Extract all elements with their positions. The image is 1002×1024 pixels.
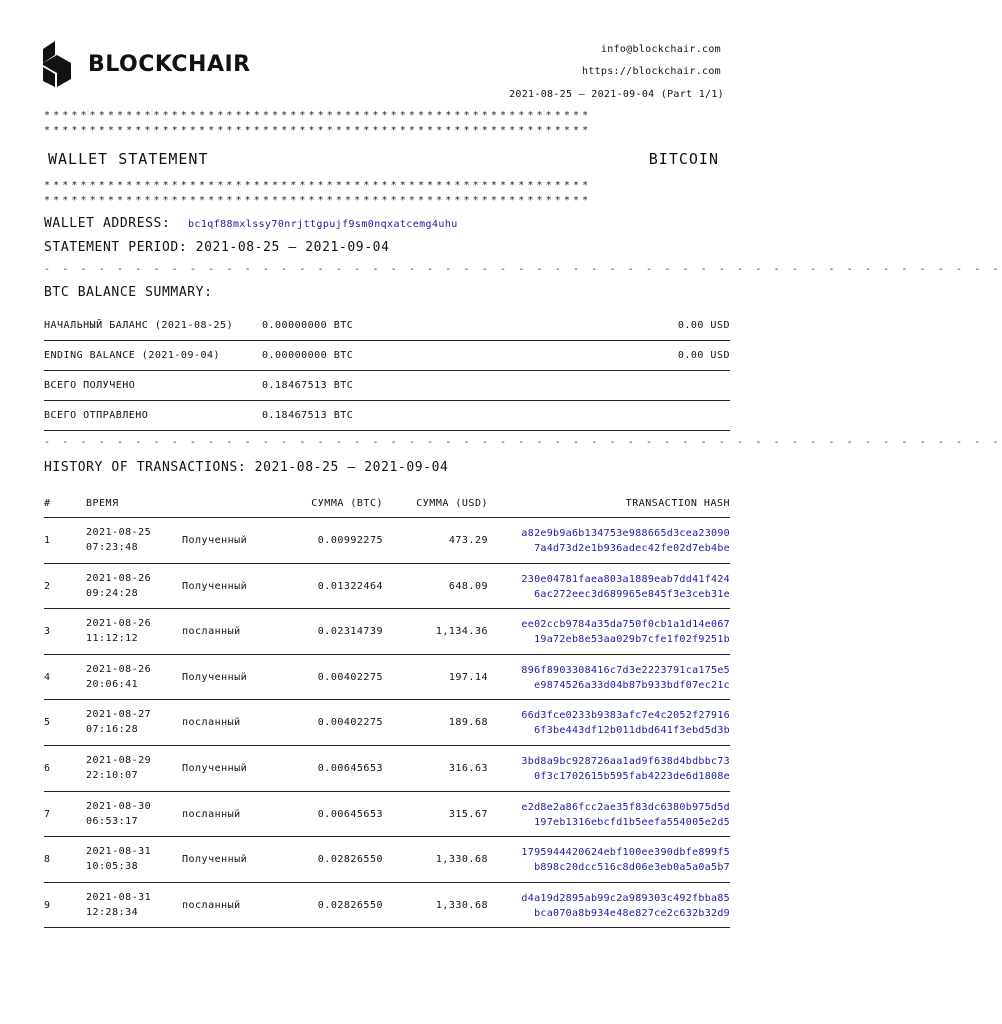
tx-amount-usd: 648.09 [448, 580, 488, 592]
tx-type: посланный [182, 808, 241, 820]
tx-time: 20:06:41 [86, 678, 139, 690]
tx-hash-link-cont[interactable]: 7a4d73d2e1b936adec42fe02d7eb4be [534, 543, 730, 554]
tx-amount-btc: 0.02314739 [317, 626, 383, 638]
tx-number: 8 [44, 854, 51, 866]
tx-hash-link[interactable]: 230e04781faea803a1889eab7dd41f424 [521, 573, 730, 585]
tx-amount-btc: 0.00402275 [317, 717, 383, 729]
tx-number: 4 [44, 671, 51, 683]
tx-number: 7 [44, 808, 51, 820]
header-url[interactable]: https://blockchair.com [581, 66, 721, 77]
tx-time: 11:12:12 [86, 633, 139, 645]
tx-amount-usd: 189.68 [448, 717, 488, 729]
tx-hash-link[interactable]: d4a19d2895ab99c2a989303c492fbba85 [521, 892, 730, 904]
tx-hash-link-cont[interactable]: 19a72eb8e53aa029b7cfe1f02f9251b [534, 634, 730, 646]
tx-type: Полученный [182, 763, 248, 774]
row-rule [44, 608, 730, 609]
summary-label: ENDING BALANCE (2021-09-04) [44, 350, 221, 361]
tx-amount-usd: 315.67 [448, 808, 488, 820]
tx-time: 10:05:38 [86, 861, 139, 873]
tx-amount-btc: 0.00402275 [317, 671, 383, 683]
tx-amount-btc: 0.00992275 [317, 535, 383, 546]
tx-hash-link-cont[interactable]: 6f3be443df12b011dbd641f3ebd5d3b [534, 725, 730, 737]
wallet-address-link[interactable]: bc1qf88mxlssy70nrjttgpujf9sm0nqxatcemg4uhu [188, 219, 458, 230]
tx-date: 2021-08-26 [86, 618, 152, 630]
tx-date: 2021-08-31 [86, 846, 152, 858]
summary-btc-value: 0.18467513 BTC [262, 380, 354, 391]
tx-number: 9 [44, 899, 51, 911]
tx-hash-link-cont[interactable]: bca070a8b934e48e827ce2c632b32d9 [534, 907, 730, 919]
tx-amount-btc: 0.01322464 [317, 580, 383, 592]
tx-time: 07:16:28 [86, 724, 139, 736]
tx-type: Полученный [182, 854, 248, 866]
tx-amount-btc: 0.00645653 [317, 763, 383, 774]
tx-amount-btc: 0.00645653 [317, 808, 383, 820]
tx-hash-link-cont[interactable]: b898c20dcc516c8d06e3eb0a5a0a5b7 [534, 862, 730, 874]
tx-number: 2 [44, 580, 51, 592]
summary-row-rule [44, 430, 730, 431]
summary-btc-value: 0.18467513 BTC [262, 410, 354, 421]
tx-time: 22:10:07 [86, 770, 139, 781]
tx-date: 2021-08-26 [86, 663, 152, 675]
tx-type: посланный [182, 899, 241, 911]
summary-label: НАЧАЛЬНЫЙ БАЛАНС (2021-08-25) [44, 320, 234, 331]
brand-name: BLOCKCHAIR [88, 52, 251, 77]
summary-label: ВСЕГО ОТПРАВЛЕНО [44, 410, 149, 421]
tx-amount-btc: 0.02826550 [317, 854, 383, 866]
tx-amount-btc: 0.02826550 [317, 899, 383, 911]
star-divider: ************************************************************ [44, 195, 592, 206]
wallet-address-label: WALLET ADDRESS: [44, 216, 171, 231]
balance-summary-heading: BTC BALANCE SUMMARY: [44, 285, 213, 300]
tx-amount-usd: 1,330.68 [435, 854, 488, 866]
table-header-rule [44, 517, 730, 518]
row-rule [44, 745, 730, 746]
tx-type: посланный [182, 626, 241, 638]
summary-btc-value: 0.00000000 BTC [262, 350, 354, 361]
tx-type: Полученный [182, 671, 248, 683]
tx-hash-link[interactable]: e2d8e2a86fcc2ae35f83dc6380b975d5d [521, 801, 730, 813]
star-divider: ************************************************************ [44, 110, 592, 121]
star-divider: ************************************************************ [44, 180, 592, 191]
tx-hash-link[interactable]: 896f8903308416c7d3e2223791ca175e5 [521, 664, 730, 676]
tx-date: 2021-08-27 [86, 709, 152, 721]
tx-amount-usd: 1,330.68 [435, 899, 488, 911]
tx-hash-link-cont[interactable]: 197eb1316ebcfd1b5eefa554005e2d5 [534, 816, 730, 828]
tx-number: 6 [44, 763, 51, 774]
tx-type: Полученный [182, 580, 248, 592]
tx-hash-link[interactable]: a82e9b9a6b134753e988665d3cea23090 [521, 528, 730, 539]
tx-hash-link[interactable]: 66d3fce0233b9383afc7e4c2052f27916 [521, 710, 730, 722]
tx-amount-usd: 316.63 [448, 763, 488, 774]
blockchair-logo-icon [43, 41, 73, 89]
currency-title: BITCOIN [648, 150, 719, 168]
tx-time: 09:24:28 [86, 587, 139, 599]
tx-hash-link[interactable]: ee02ccb9784a35da750f0cb1a1d14e067 [521, 619, 730, 631]
tx-number: 1 [44, 535, 51, 546]
tx-time: 12:28:34 [86, 906, 139, 918]
col-header-btc: СУММА (BTC) [311, 498, 383, 509]
summary-btc-value: 0.00000000 BTC [262, 320, 354, 331]
row-rule [44, 699, 730, 700]
tx-amount-usd: 473.29 [448, 535, 488, 546]
tx-type: Полученный [182, 535, 248, 546]
tx-hash-link-cont[interactable]: e9874526a33d04b87b933bdf07ec21c [534, 679, 730, 691]
header-email[interactable]: info@blockchair.com [600, 44, 721, 55]
col-header-num: # [44, 498, 51, 509]
tx-time: 07:23:48 [86, 542, 139, 553]
tx-type: посланный [182, 717, 241, 729]
dash-divider: - - - - - - - - - - - - - - - - - - - - - - - - - - - - - - - - - - - - - - - - - - - - - - - - - - - - - [44, 437, 1002, 448]
summary-row-rule [44, 370, 730, 371]
tx-hash-link[interactable]: 1795944420624ebf100ee390dbfe899f5 [521, 847, 730, 859]
col-header-usd: СУММА (USD) [416, 498, 488, 509]
tx-number: 3 [44, 626, 51, 638]
statement-period: STATEMENT PERIOD: 2021-08-25 — 2021-09-04 [44, 240, 390, 255]
tx-number: 5 [44, 717, 51, 729]
tx-hash-link[interactable]: 3bd8a9bc928726aa1ad9f638d4bdbbc73 [521, 756, 730, 767]
summary-label: ВСЕГО ПОЛУЧЕНО [44, 380, 136, 391]
row-rule [44, 791, 730, 792]
tx-date: 2021-08-31 [86, 891, 152, 903]
header-period: 2021-08-25 — 2021-09-04 (Part 1/1) [509, 89, 724, 100]
row-rule [44, 882, 730, 883]
tx-hash-link-cont[interactable]: 6ac272eec3d689965e845f3e3ceb31e [534, 588, 730, 600]
tx-hash-link-cont[interactable]: 0f3c1702615b595fab4223de6d1808e [534, 771, 730, 782]
row-rule [44, 654, 730, 655]
summary-row-rule [44, 400, 730, 401]
tx-date: 2021-08-25 [86, 527, 152, 538]
dash-divider: - - - - - - - - - - - - - - - - - - - - - - - - - - - - - - - - - - - - - - - - - - - - - - - - - - - - - [44, 264, 1002, 275]
statement-title: WALLET STATEMENT [48, 150, 209, 168]
tx-date: 2021-08-29 [86, 755, 152, 766]
tx-date: 2021-08-30 [86, 800, 152, 812]
tx-date: 2021-08-26 [86, 572, 152, 584]
row-rule [44, 836, 730, 837]
summary-row-rule [44, 340, 730, 341]
row-rule [44, 927, 730, 928]
col-header-time: ВРЕМЯ [86, 498, 119, 509]
tx-amount-usd: 197.14 [448, 671, 488, 683]
star-divider: ************************************************************ [44, 125, 592, 136]
summary-usd-value: 0.00 USD [677, 320, 730, 331]
summary-usd-value: 0.00 USD [677, 350, 730, 361]
tx-time: 06:53:17 [86, 815, 139, 827]
tx-amount-usd: 1,134.36 [435, 626, 488, 638]
row-rule [44, 563, 730, 564]
history-heading: HISTORY OF TRANSACTIONS: 2021-08-25 — 2021-09-04 [44, 460, 449, 475]
col-header-hash: TRANSACTION HASH [625, 498, 730, 509]
